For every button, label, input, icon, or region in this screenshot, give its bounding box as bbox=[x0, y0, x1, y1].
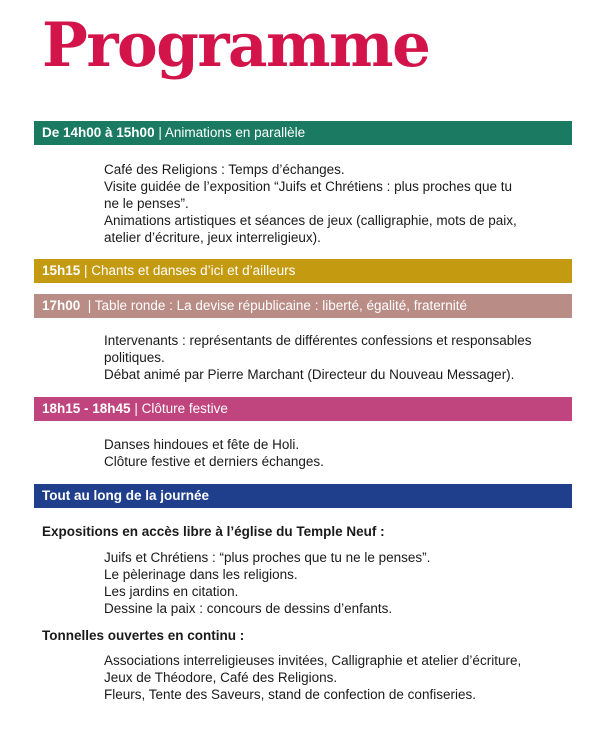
section-time: 17h00 bbox=[42, 298, 81, 313]
section-header-cloture bbox=[34, 397, 572, 421]
text-line: Intervenants : représentants de différentes confessions et responsables bbox=[104, 333, 532, 348]
list-item: Les jardins en citation. bbox=[104, 584, 239, 599]
section-label: Chants et danses d’ici et d’ailleurs bbox=[91, 263, 296, 278]
section-time: 15h15 bbox=[42, 263, 81, 278]
text-line: Débat animé par Pierre Marchant (Directeur du Nouveau Messager). bbox=[104, 367, 515, 382]
section-label: Table ronde : La devise républicaine : liberté, égalité, fraternité bbox=[94, 298, 468, 313]
text-line: ne le penses”. bbox=[104, 196, 189, 211]
list-item: Jeux de Théodore, Café des Religions. bbox=[104, 670, 338, 685]
text-line: politiques. bbox=[104, 350, 165, 365]
list-item: Le pèlerinage dans les religions. bbox=[104, 567, 298, 582]
list-item: Juifs et Chrétiens : “plus proches que tu ne le penses”. bbox=[104, 550, 431, 565]
text-line: Clôture festive et derniers échanges. bbox=[104, 454, 324, 469]
text-line: Animations artistiques et séances de jeux (calligraphie, mots de paix, bbox=[104, 213, 517, 228]
section-separator: | bbox=[154, 125, 165, 140]
section-separator: | bbox=[80, 263, 92, 278]
section-separator: | bbox=[80, 298, 95, 313]
section-body-animations bbox=[104, 161, 564, 246]
section-time: 18h15 - 18h45 bbox=[42, 401, 131, 416]
section-body-cloture bbox=[104, 436, 564, 470]
list-item: Fleurs, Tente des Saveurs, stand de confection de confiseries. bbox=[104, 687, 476, 702]
list-item: Associations interreligieuses invitées, Calligraphie et atelier d’écriture, bbox=[104, 653, 522, 668]
section-header-animations bbox=[34, 121, 572, 145]
tonnelles-heading: Tonnelles ouvertes en continu : bbox=[42, 628, 245, 643]
section-title: Tout au long de la journée bbox=[42, 488, 210, 503]
section-header-journee bbox=[34, 484, 572, 508]
expositions-heading: Expositions en accès libre à l’église du Temple Neuf : bbox=[42, 524, 385, 539]
tonnelles-list bbox=[104, 652, 564, 703]
text-line: Café des Religions : Temps d’échanges. bbox=[104, 162, 345, 177]
section-label: Clôture festive bbox=[141, 401, 228, 416]
section-label: Animations en parallèle bbox=[164, 125, 306, 140]
section-header-chants bbox=[34, 259, 572, 283]
section-header-table-ronde bbox=[34, 294, 572, 318]
section-separator: | bbox=[130, 401, 142, 416]
text-line: Danses hindoues et fête de Holi. bbox=[104, 437, 300, 452]
text-line: atelier d’écriture, jeux interreligieux). bbox=[104, 230, 321, 245]
list-item: Dessine la paix : concours de dessins d’enfants. bbox=[104, 601, 393, 616]
section-time: De 14h00 à 15h00 bbox=[42, 125, 155, 140]
page-title: Programme bbox=[42, 10, 430, 81]
expositions-list bbox=[104, 549, 564, 617]
section-body-table-ronde bbox=[104, 332, 564, 383]
text-line: Visite guidée de l’exposition “Juifs et Chrétiens : plus proches que tu bbox=[104, 179, 512, 194]
